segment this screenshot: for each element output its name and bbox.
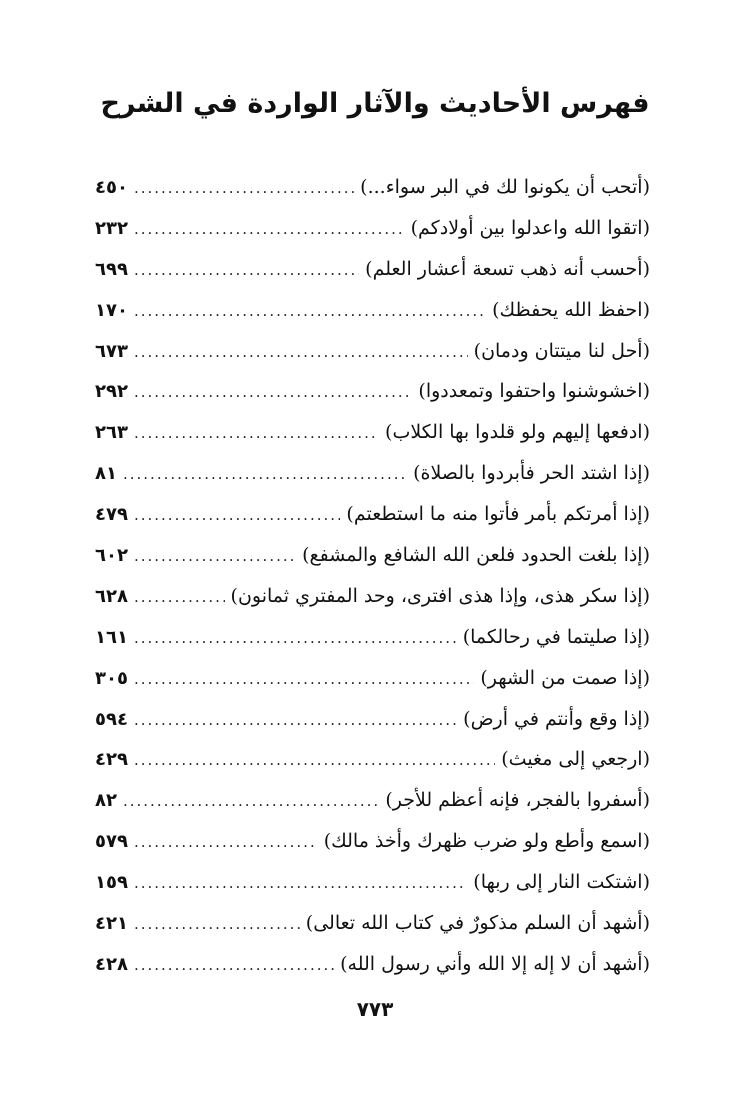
index-entry — [95, 576, 650, 617]
dot-leader — [134, 168, 354, 209]
index-entry — [95, 821, 650, 862]
entry-text: (إذا اشتد الحر فأبردوا بالصلاة) — [413, 462, 650, 485]
index-entry — [95, 249, 650, 290]
page-title: فهرس الأحاديث والآثار الواردة في الشرح — [100, 88, 650, 119]
entry-page-number: ٣٠٥ — [95, 667, 128, 689]
dot-leader — [134, 291, 486, 332]
entry-text: (إذا أمرتكم بأمر فأتوا منه ما استطعتم) — [346, 503, 650, 526]
index-entry — [95, 331, 650, 372]
entry-text: (إذا صمت من الشهر) — [480, 666, 650, 689]
index-entry — [95, 535, 650, 576]
entry-page-number: ٥٩٤ — [95, 708, 128, 730]
index-entry — [95, 208, 650, 249]
entry-page-number: ٥٧٩ — [95, 831, 128, 853]
entry-page-number: ٤٥٠ — [95, 177, 128, 198]
index-entry — [95, 739, 650, 780]
entry-text: (إذا بلغت الحدود فلعن الله الشافع والمشفع) — [302, 544, 650, 567]
entry-text: (اخشوشنوا واحتفوا وتمعددوا) — [418, 380, 650, 403]
dot-leader — [134, 659, 474, 700]
entry-page-number: ٦٧٣ — [95, 340, 128, 362]
entry-text: (أحسب أنه ذهب تسعة أعشار العلم) — [365, 257, 650, 280]
entry-page-number: ٨٢ — [95, 790, 117, 812]
entry-text: (إذا وقع وأنتم في أرض) — [463, 707, 650, 730]
dot-leader — [134, 332, 468, 373]
index-entry — [95, 290, 650, 331]
index-entry — [95, 167, 650, 208]
index-entry — [95, 617, 650, 658]
entry-page-number: ١٧٠ — [95, 299, 128, 321]
entry-page-number: ٦٠٢ — [95, 545, 128, 567]
entry-page-number: ٤٢١ — [95, 913, 128, 935]
index-entry — [95, 903, 650, 944]
index-entry — [95, 780, 650, 821]
entry-page-number: ٢٦٣ — [95, 422, 128, 444]
entry-page-number: ١٦١ — [95, 626, 128, 648]
entry-text: (اسمع وأطع ولو ضرب ظهرك وأخذ مالك) — [323, 830, 650, 853]
dot-leader — [134, 413, 379, 454]
index-entry — [95, 371, 650, 412]
entry-text: (أتحب أن يكونوا لك في البر سواء...) — [360, 176, 650, 198]
dot-leader — [134, 577, 225, 618]
entry-page-number: ٤٧٩ — [95, 504, 128, 526]
dot-leader — [134, 618, 457, 659]
entry-page-number: ٦٩٩ — [95, 258, 128, 280]
entry-text: (اشتكت النار إلى ربها) — [473, 871, 650, 894]
dot-leader — [134, 700, 457, 741]
entry-page-number: ٨١ — [95, 463, 117, 485]
dot-leader — [134, 863, 467, 904]
index-entry — [95, 412, 650, 453]
entry-text: (اتقوا الله واعدلوا بين أولادكم) — [410, 216, 650, 239]
index-entry — [95, 862, 650, 903]
index-entry — [95, 494, 650, 535]
dot-leader — [134, 740, 495, 781]
index-list — [95, 167, 650, 985]
dot-leader — [134, 250, 359, 291]
dot-leader — [134, 495, 340, 536]
index-entry — [95, 658, 650, 699]
entry-page-number: ٢٩٢ — [95, 381, 128, 403]
dot-leader — [134, 822, 318, 863]
entry-page-number: ٦٢٨ — [95, 585, 128, 607]
entry-page-number: ٤٢٨ — [95, 953, 128, 975]
entry-page-number: ١٥٩ — [95, 872, 128, 894]
index-entry — [95, 944, 650, 985]
dot-leader — [134, 372, 412, 413]
entry-text: (أشهد أن السلم مذكورٌ في كتاب الله تعالى) — [305, 912, 650, 935]
index-entry — [95, 453, 650, 494]
page-number: ٧٧٣ — [356, 997, 394, 1021]
entry-text: (ادفعها إليهم ولو قلدوا بها الكلاب) — [385, 421, 650, 444]
entry-text: (إذا سكر هذى، وإذا هذى افترى، وحد المفتري ثمانون) — [230, 584, 650, 607]
entry-page-number: ٢٣٢ — [95, 217, 128, 239]
entry-text: (أحل لنا ميتتان ودمان) — [473, 339, 650, 362]
dot-leader — [134, 209, 405, 250]
entry-text: (أسفروا بالفجر، فإنه أعظم للأجر) — [385, 789, 650, 812]
entry-page-number: ٤٢٩ — [95, 749, 128, 771]
entry-text: (إذا صليتما في رحالكما) — [462, 625, 650, 648]
dot-leader — [134, 536, 296, 577]
dot-leader — [123, 781, 379, 822]
dot-leader — [134, 945, 334, 986]
dot-leader — [134, 904, 300, 945]
index-entry — [95, 699, 650, 740]
entry-text: (أشهد أن لا إله إلا الله وأني رسول الله) — [340, 952, 650, 975]
entry-text: (ارجعي إلى مغيث) — [501, 748, 650, 771]
entry-text: (احفظ الله يحفظك) — [492, 298, 650, 321]
dot-leader — [123, 454, 407, 495]
